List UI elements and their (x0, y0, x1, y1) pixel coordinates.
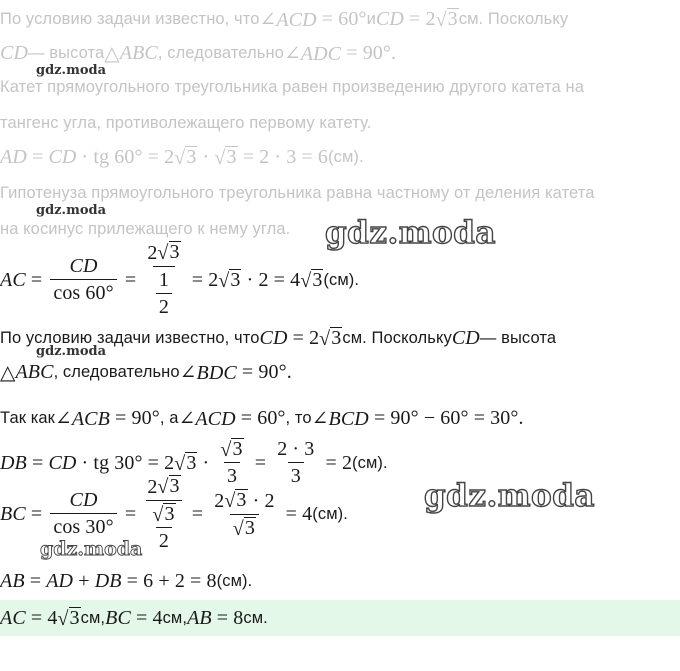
line-5: AD = CD · tg 60° = 2 √ 3 · √ 3 = 2 · 3 = 6 (см). (0, 145, 364, 169)
line-9: По условию задачи известно, что CD = 2 √ 3 см. Поскольку CD — высота (0, 326, 557, 350)
watermark-logo: gdz.moda (36, 203, 107, 218)
line-13: BC = $\frac{CD}{\cos 30^\circ}$ = 2 √ 3 √ 3 2 = 2 √ 3 · 2 √ 3 = 4 (см). (0, 475, 348, 552)
line-7: на косинус прилежащего к нему угла. (0, 219, 291, 238)
watermark-logo: gdz.moda (40, 538, 143, 560)
watermark-logo: gdz.moda (36, 344, 107, 359)
line-1: По условию задачи известно, что ∠ACD = 60° и CD = 2 √ 3 см. Поскольку (0, 7, 569, 31)
line-8: AC = $\frac{CD}{\cos 60^\circ}$ = 2 √ 3 $\frac{1}{2}$ = 2 √ 3 · 2 = 4 √ 3 (см). (0, 241, 360, 318)
line-3: Катет прямоугольного треугольника равен произведению другого катета на (0, 77, 585, 96)
line-14: AB = AD + DB = 6 + 2 = 8 (см). (0, 569, 253, 592)
watermark-logo: gdz.moda (424, 478, 595, 514)
watermark-logo: gdz.moda (36, 63, 107, 78)
line-10: △ ABC , следовательно ∠BDC = 90°. (0, 360, 292, 384)
line-11: Так как ∠ACB = 90° , а ∠ACD = 60° , то ∠BCD = 90° − 60° = 30°. (0, 406, 524, 430)
line-2: CD — высота △ ABC , следовательно ∠ADC = 90°. (0, 41, 397, 65)
watermark-logo: gdz.moda (325, 215, 496, 251)
answer-line: AC = 4 √ 3 см, BC = 4 см, AB = 8 см. (0, 606, 268, 630)
line-6: Гипотенуза прямоугольного треугольника равна частному от деления катета (0, 183, 595, 202)
line-4: тангенс угла, противолежащего первому катету. (0, 113, 372, 132)
line-12: DB = CD · tg 30° = 2 √ 3 · √ 3 3 = $\frac{2 \cdot 3}{3}$ = 2 (см). (0, 438, 388, 487)
